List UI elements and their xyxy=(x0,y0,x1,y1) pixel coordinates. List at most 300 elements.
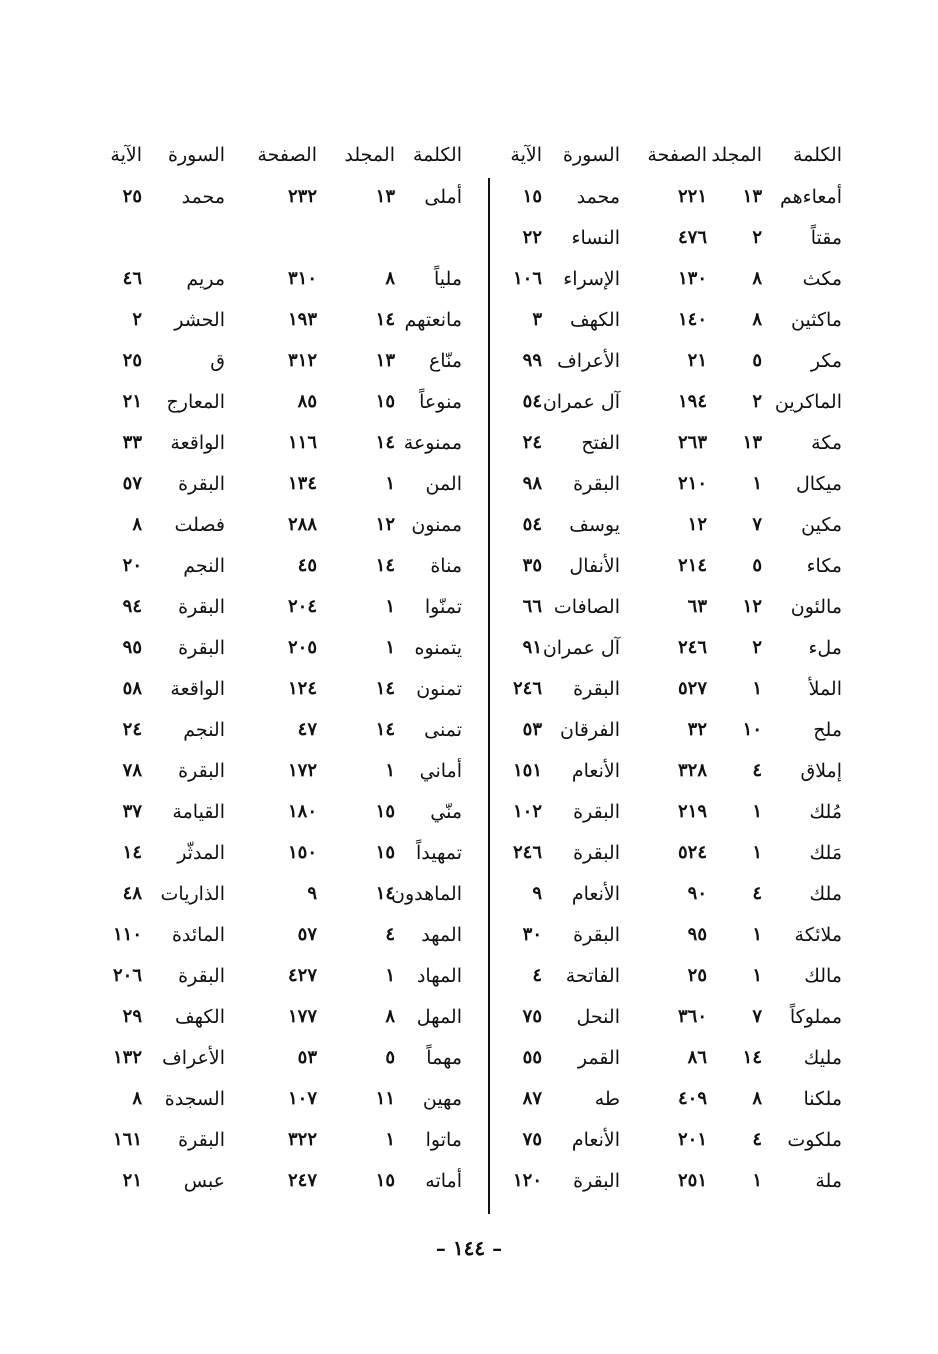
cell-word: ملء xyxy=(808,637,842,659)
cell-ayah: ٢١ xyxy=(122,391,142,412)
column-divider xyxy=(488,178,490,1214)
cell-volume: ٤ xyxy=(752,883,762,904)
cell-volume: ٥ xyxy=(752,350,762,371)
table-row xyxy=(488,223,848,264)
table-row xyxy=(105,838,485,879)
cell-ayah: ٧٥ xyxy=(522,1129,542,1150)
cell-surah: محمد xyxy=(181,186,225,208)
cell-volume: ٨ xyxy=(752,1088,762,1109)
cell-volume: ١٢ xyxy=(742,596,762,617)
cell-page: ٢٨٨ xyxy=(287,514,317,535)
cell-page: ١٤٠ xyxy=(677,309,707,330)
cell-word: أملى xyxy=(424,186,462,208)
table-row xyxy=(488,305,848,346)
cell-word: تمنون xyxy=(416,678,462,700)
cell-page: ١٩٣ xyxy=(287,309,317,330)
cell-word: ملائكة xyxy=(794,924,842,946)
cell-surah: الفاتحة xyxy=(565,965,620,987)
cell-surah: المدثّر xyxy=(177,842,225,864)
table-row xyxy=(105,305,485,346)
cell-page: ٨٥ xyxy=(297,391,317,412)
table-row xyxy=(488,838,848,879)
cell-page: ٥٧ xyxy=(297,924,317,945)
table-row xyxy=(488,633,848,674)
cell-page: ٢٤٧ xyxy=(287,1170,317,1191)
cell-volume: ١ xyxy=(752,1170,762,1191)
table-row xyxy=(488,346,848,387)
table-body-right xyxy=(488,182,848,1207)
cell-page: ٣٢٢ xyxy=(287,1129,317,1150)
cell-word: الماكرين xyxy=(774,391,842,413)
cell-ayah: ١٠٢ xyxy=(512,801,542,822)
cell-word: مُلك xyxy=(809,801,842,823)
cell-ayah: ٣٥ xyxy=(522,555,542,576)
cell-volume: ٨ xyxy=(385,268,395,289)
cell-ayah: ٢٠٦ xyxy=(112,965,142,986)
cell-ayah: ٢٢ xyxy=(522,227,542,248)
header-volume: المجلد xyxy=(711,144,762,166)
cell-word: منوعاً xyxy=(419,391,462,413)
cell-word: ملك xyxy=(809,883,842,905)
table-row xyxy=(488,387,848,428)
cell-ayah: ٣٧ xyxy=(122,801,142,822)
cell-ayah: ٢٤٦ xyxy=(512,842,542,863)
cell-volume: ١٤ xyxy=(375,309,395,330)
cell-word: مهين xyxy=(422,1088,462,1110)
cell-volume: ١٤ xyxy=(375,555,395,576)
cell-surah: البقرة xyxy=(573,924,620,946)
cell-word: مقتاً xyxy=(810,227,842,249)
cell-ayah: ٢٤ xyxy=(522,432,542,453)
cell-surah: المائدة xyxy=(171,924,225,946)
cell-surah: البقرة xyxy=(178,637,225,659)
cell-surah: الواقعة xyxy=(170,678,225,700)
cell-ayah: ٥٧ xyxy=(122,473,142,494)
cell-volume: ١ xyxy=(385,596,395,617)
cell-page: ١١٦ xyxy=(287,432,317,453)
table-row xyxy=(105,387,485,428)
table-row xyxy=(488,1125,848,1166)
cell-word: ملة xyxy=(815,1170,842,1192)
header-ayah: الآية xyxy=(110,144,142,166)
table-row xyxy=(105,264,485,305)
cell-word: ميكال xyxy=(796,473,842,495)
cell-surah: البقرة xyxy=(573,678,620,700)
cell-surah: النحل xyxy=(576,1006,620,1028)
cell-word: المهد xyxy=(421,924,462,946)
cell-volume: ١٥ xyxy=(375,801,395,822)
cell-page: ١٨٠ xyxy=(287,801,317,822)
cell-ayah: ٩٥ xyxy=(122,637,142,658)
cell-volume: ٤ xyxy=(385,924,395,945)
cell-ayah: ٩١ xyxy=(522,637,542,658)
cell-page: ١٣٤ xyxy=(287,473,317,494)
table-row xyxy=(488,551,848,592)
cell-volume: ١ xyxy=(752,473,762,494)
cell-surah: عبس xyxy=(183,1170,225,1192)
cell-ayah: ٣٣ xyxy=(122,432,142,453)
table-row xyxy=(488,264,848,305)
cell-page: ٤٥ xyxy=(297,555,317,576)
table-row xyxy=(105,182,485,223)
cell-ayah: ١٥ xyxy=(522,186,542,207)
cell-surah: البقرة xyxy=(573,842,620,864)
cell-surah: الأعراف xyxy=(557,350,620,372)
cell-word: ملح xyxy=(813,719,842,741)
cell-volume: ١ xyxy=(385,1129,395,1150)
cell-surah: مريم xyxy=(186,268,225,290)
cell-ayah: ٩ xyxy=(532,883,542,904)
page-number: – ١٤٤ – xyxy=(435,1236,503,1260)
cell-page: ٨٦ xyxy=(687,1047,707,1068)
cell-word: يتمنوه xyxy=(414,637,462,659)
cell-word: ممنوعة xyxy=(403,432,462,454)
cell-surah: المعارج xyxy=(166,391,225,413)
cell-page: ٤٠٩ xyxy=(677,1088,707,1109)
cell-word: ملكنا xyxy=(803,1088,842,1110)
cell-volume: ٨ xyxy=(752,268,762,289)
cell-surah: البقرة xyxy=(178,596,225,618)
cell-word: مكث xyxy=(802,268,842,290)
cell-ayah: ٥٣ xyxy=(522,719,542,740)
header-page: الصفحة xyxy=(257,144,317,166)
cell-word: أماته xyxy=(425,1170,462,1192)
cell-ayah: ٥٨ xyxy=(122,678,142,699)
cell-ayah: ١٠٦ xyxy=(512,268,542,289)
cell-word: أمعاءهم xyxy=(779,186,842,208)
cell-word: المهاد xyxy=(416,965,462,987)
cell-ayah: ٥٤ xyxy=(522,514,542,535)
cell-surah: الأنعام xyxy=(571,1129,620,1151)
cell-page: ٤٧ xyxy=(297,719,317,740)
cell-word: تمنّوا xyxy=(424,596,462,618)
cell-page: ٢١٠ xyxy=(677,473,707,494)
cell-word: مكين xyxy=(801,514,842,536)
cell-word: مكاء xyxy=(806,555,842,577)
cell-page: ٢٠٥ xyxy=(287,637,317,658)
cell-ayah: ٢٤٦ xyxy=(512,678,542,699)
cell-volume: ٤ xyxy=(752,1129,762,1150)
cell-page: ٦٣ xyxy=(687,596,707,617)
cell-page: ٣٢٨ xyxy=(677,760,707,781)
cell-volume: ١٤ xyxy=(375,678,395,699)
cell-surah: النجم xyxy=(183,555,225,577)
cell-volume: ١٤ xyxy=(375,719,395,740)
cell-ayah: ٢٥ xyxy=(122,350,142,371)
cell-volume: ١٤ xyxy=(375,883,395,904)
cell-ayah: ٢٥ xyxy=(122,186,142,207)
cell-ayah: ٢٤ xyxy=(122,719,142,740)
header-page: الصفحة xyxy=(647,144,707,166)
table-row xyxy=(105,1002,485,1043)
cell-volume: ٤ xyxy=(752,760,762,781)
cell-volume: ١٤ xyxy=(742,1047,762,1068)
header-surah: السورة xyxy=(563,144,620,166)
cell-word: ملياً xyxy=(434,268,462,290)
table-header-left xyxy=(105,140,485,176)
cell-word: تمهيداً xyxy=(415,842,462,864)
cell-volume: ٥ xyxy=(752,555,762,576)
cell-ayah: ٨٧ xyxy=(522,1088,542,1109)
cell-page: ١٢ xyxy=(687,514,707,535)
table-row xyxy=(488,756,848,797)
cell-surah: يوسف xyxy=(569,514,620,536)
cell-volume: ١٣ xyxy=(742,432,762,453)
table-row xyxy=(105,1084,485,1125)
cell-ayah: ١٢٠ xyxy=(512,1170,542,1191)
cell-surah: البقرة xyxy=(178,760,225,782)
cell-ayah: ٩٤ xyxy=(122,596,142,617)
cell-surah: النساء xyxy=(571,227,620,249)
cell-volume: ١ xyxy=(752,965,762,986)
cell-word: مهماً xyxy=(426,1047,462,1069)
table-row xyxy=(105,756,485,797)
cell-word: تمنى xyxy=(424,719,462,741)
table-row xyxy=(105,920,485,961)
cell-volume: ١٤ xyxy=(375,432,395,453)
cell-surah: آل عمران xyxy=(542,637,620,659)
table-row xyxy=(105,1125,485,1166)
cell-surah: محمد xyxy=(576,186,620,208)
table-row xyxy=(105,346,485,387)
cell-surah: آل عمران xyxy=(542,391,620,413)
cell-volume: ١٥ xyxy=(375,391,395,412)
cell-word: المن xyxy=(425,473,462,495)
cell-volume: ١٥ xyxy=(375,1170,395,1191)
cell-page: ٣٦٠ xyxy=(677,1006,707,1027)
cell-surah: السجدة xyxy=(164,1088,225,1110)
cell-page: ٢٦٣ xyxy=(677,432,707,453)
table-row xyxy=(105,428,485,469)
cell-page: ٢٥١ xyxy=(677,1170,707,1191)
cell-page: ٥٢٤ xyxy=(677,842,707,863)
cell-surah: الأنعام xyxy=(571,883,620,905)
cell-word: مكر xyxy=(810,350,842,372)
cell-volume: ٧ xyxy=(752,1006,762,1027)
cell-word: منّي xyxy=(430,801,462,823)
cell-ayah: ٩٩ xyxy=(522,350,542,371)
cell-ayah: ٥٥ xyxy=(522,1047,542,1068)
cell-volume: ٨ xyxy=(385,1006,395,1027)
cell-word: مملوكاً xyxy=(789,1006,842,1028)
cell-volume: ١٠ xyxy=(742,719,762,740)
header-word: الكلمة xyxy=(792,144,842,166)
cell-volume: ٢ xyxy=(752,391,762,412)
cell-ayah: ٥٤ xyxy=(522,391,542,412)
cell-volume: ١١ xyxy=(375,1088,395,1109)
cell-ayah: ٤٦ xyxy=(122,268,142,289)
cell-page: ٢١٤ xyxy=(677,555,707,576)
cell-surah: الأنفال xyxy=(569,555,620,577)
cell-volume: ١ xyxy=(752,678,762,699)
cell-ayah: ٢٠ xyxy=(122,555,142,576)
cell-surah: الذاريات xyxy=(160,883,225,905)
cell-ayah: ٩٨ xyxy=(522,473,542,494)
cell-surah: الفرقان xyxy=(560,719,620,741)
cell-ayah: ١٣٢ xyxy=(112,1047,142,1068)
cell-word: إملاق xyxy=(800,760,842,782)
table-row xyxy=(105,797,485,838)
cell-surah: طه xyxy=(594,1088,620,1110)
cell-word: ماتوا xyxy=(425,1129,462,1151)
table-row xyxy=(105,715,485,756)
cell-volume: ١٣ xyxy=(375,350,395,371)
table-row xyxy=(105,551,485,592)
cell-word: مناة xyxy=(430,555,462,577)
cell-ayah: ٧٨ xyxy=(122,760,142,781)
cell-surah: الصافات xyxy=(553,596,620,618)
table-row xyxy=(105,633,485,674)
table-row xyxy=(488,879,848,920)
cell-page: ١٢٤ xyxy=(287,678,317,699)
cell-page: ٢١ xyxy=(687,350,707,371)
table-row xyxy=(105,223,485,264)
cell-volume: ١ xyxy=(752,924,762,945)
table-header-right xyxy=(488,140,848,176)
table-row xyxy=(105,1166,485,1207)
cell-surah: النجم xyxy=(183,719,225,741)
cell-word: ملكوت xyxy=(787,1129,842,1151)
cell-ayah: ٣٠ xyxy=(522,924,542,945)
cell-volume: ٧ xyxy=(752,514,762,535)
cell-page: ٣١٠ xyxy=(287,268,317,289)
cell-surah: البقرة xyxy=(573,1170,620,1192)
cell-surah: الكهف xyxy=(570,309,620,331)
cell-word: مانعتهم xyxy=(404,309,462,331)
cell-page: ٤٢٧ xyxy=(287,965,317,986)
cell-ayah: ١٥١ xyxy=(512,760,542,781)
cell-volume: ٥ xyxy=(385,1047,395,1068)
cell-word: مَلك xyxy=(809,842,842,864)
cell-page: ٩ xyxy=(307,883,317,904)
cell-page: ٩٥ xyxy=(687,924,707,945)
table-row xyxy=(488,510,848,551)
cell-page: ٤٧٦ xyxy=(677,227,707,248)
cell-page: ١٥٠ xyxy=(287,842,317,863)
cell-volume: ١ xyxy=(385,760,395,781)
index-table-right xyxy=(488,140,848,1207)
cell-ayah: ١١٠ xyxy=(112,924,142,945)
cell-surah: الأنعام xyxy=(571,760,620,782)
header-word: الكلمة xyxy=(412,144,462,166)
cell-surah: البقرة xyxy=(573,473,620,495)
cell-volume: ١٣ xyxy=(375,186,395,207)
cell-volume: ٢ xyxy=(752,227,762,248)
table-row xyxy=(488,182,848,223)
table-row xyxy=(105,592,485,633)
cell-word: الماهدون xyxy=(391,883,462,905)
cell-ayah: ٦٦ xyxy=(522,596,542,617)
table-row xyxy=(105,961,485,1002)
cell-page: ١٠٧ xyxy=(287,1088,317,1109)
cell-page: ١٧٧ xyxy=(287,1006,317,1027)
table-row xyxy=(488,1043,848,1084)
cell-page: ٢٢١ xyxy=(677,186,707,207)
cell-ayah: ٤ xyxy=(532,965,542,986)
cell-word: مليك xyxy=(803,1047,842,1069)
cell-page: ٣١٢ xyxy=(287,350,317,371)
cell-volume: ٨ xyxy=(752,309,762,330)
cell-word: مكة xyxy=(811,432,842,454)
cell-page: ٢٠١ xyxy=(677,1129,707,1150)
cell-surah: فصلت xyxy=(174,514,225,536)
cell-word: منّاع xyxy=(428,350,462,372)
header-volume: المجلد xyxy=(344,144,395,166)
cell-surah: الحشر xyxy=(174,309,225,331)
cell-volume: ١ xyxy=(385,965,395,986)
cell-volume: ٢ xyxy=(752,637,762,658)
cell-page: ٥٣ xyxy=(297,1047,317,1068)
cell-ayah: ١٤ xyxy=(122,842,142,863)
cell-word: المهل xyxy=(416,1006,462,1028)
table-row xyxy=(488,592,848,633)
cell-surah: الأعراف xyxy=(162,1047,225,1069)
cell-ayah: ٢١ xyxy=(122,1170,142,1191)
table-row xyxy=(105,469,485,510)
cell-surah: القمر xyxy=(577,1047,620,1069)
cell-word: ماكثين xyxy=(791,309,842,331)
table-row xyxy=(488,1084,848,1125)
table-body-left xyxy=(105,182,485,1207)
cell-page: ٥٢٧ xyxy=(677,678,707,699)
cell-page: ٢١٩ xyxy=(677,801,707,822)
cell-page: ٢٤٦ xyxy=(677,637,707,658)
cell-ayah: ٢ xyxy=(132,309,142,330)
cell-page: ١٣٠ xyxy=(677,268,707,289)
table-row xyxy=(105,674,485,715)
cell-volume: ١٣ xyxy=(742,186,762,207)
cell-ayah: ٨ xyxy=(132,1088,142,1109)
table-row xyxy=(488,961,848,1002)
cell-ayah: ٣ xyxy=(532,309,542,330)
cell-ayah: ٧٥ xyxy=(522,1006,542,1027)
cell-surah: البقرة xyxy=(573,801,620,823)
table-row xyxy=(488,715,848,756)
cell-word: أماني xyxy=(419,760,462,782)
cell-volume: ١ xyxy=(752,842,762,863)
cell-volume: ١٥ xyxy=(375,842,395,863)
cell-page: ٢٣٢ xyxy=(287,186,317,207)
cell-surah: البقرة xyxy=(178,473,225,495)
header-surah: السورة xyxy=(168,144,225,166)
table-row xyxy=(488,469,848,510)
cell-word: مالئون xyxy=(790,596,842,618)
cell-surah: البقرة xyxy=(178,965,225,987)
cell-page: ٢٠٤ xyxy=(287,596,317,617)
cell-surah: الواقعة xyxy=(170,432,225,454)
cell-word: مالك xyxy=(804,965,842,987)
cell-word: ممنون xyxy=(411,514,462,536)
table-row xyxy=(488,1002,848,1043)
header-ayah: الآية xyxy=(510,144,542,166)
cell-page: ٣٢ xyxy=(687,719,707,740)
cell-volume: ١ xyxy=(752,801,762,822)
cell-surah: ق xyxy=(210,350,225,372)
cell-page: ١٧٢ xyxy=(287,760,317,781)
table-row xyxy=(105,1043,485,1084)
cell-surah: الفتح xyxy=(581,432,620,454)
table-row xyxy=(488,797,848,838)
cell-surah: البقرة xyxy=(178,1129,225,1151)
cell-ayah: ١٦١ xyxy=(112,1129,142,1150)
cell-page: ٢٥ xyxy=(687,965,707,986)
cell-volume: ١ xyxy=(385,637,395,658)
cell-surah: الكهف xyxy=(175,1006,225,1028)
table-row xyxy=(488,674,848,715)
cell-surah: الإسراء xyxy=(563,268,620,290)
cell-ayah: ٨ xyxy=(132,514,142,535)
cell-page: ١٩٤ xyxy=(677,391,707,412)
